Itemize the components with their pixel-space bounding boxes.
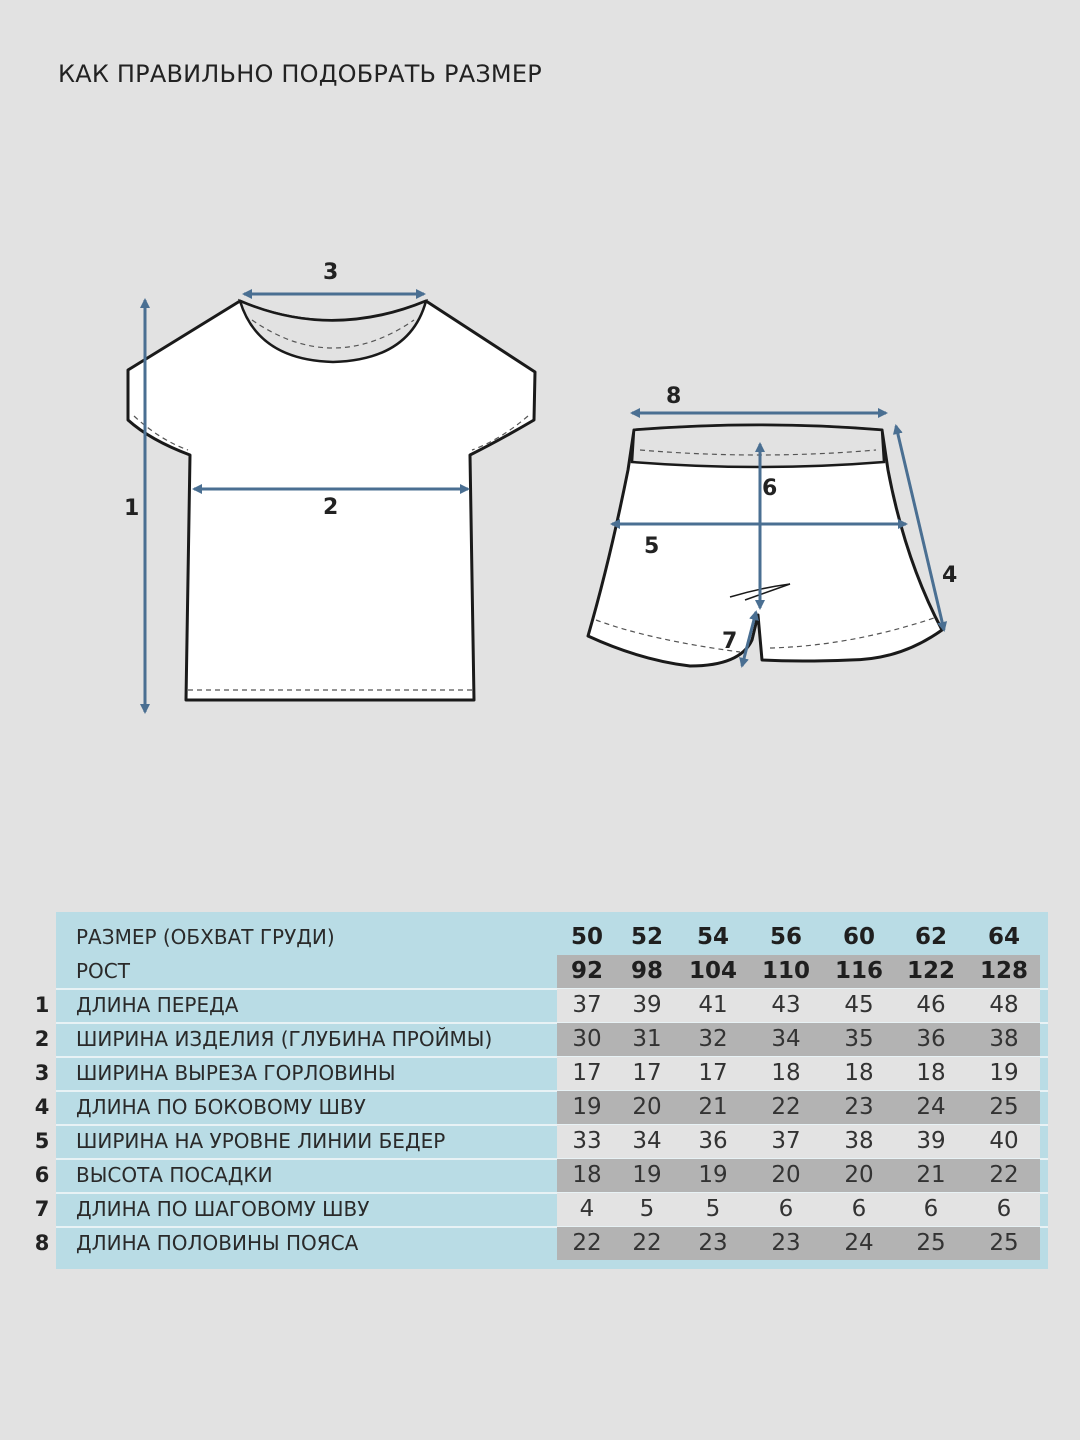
- row-number: 2: [34, 1027, 50, 1051]
- measure-value: 34: [771, 1026, 801, 1052]
- measure-value: 24: [916, 1094, 946, 1120]
- measure-label: ВЫСОТА ПОСАДКИ: [76, 1163, 273, 1187]
- size-value: 50: [570, 924, 603, 950]
- row-number: 7: [34, 1197, 50, 1221]
- measure-value: 6: [996, 1196, 1012, 1222]
- measure-value: 19: [572, 1094, 602, 1120]
- measure-value: 19: [989, 1060, 1019, 1086]
- measure-value: 5: [639, 1196, 655, 1222]
- measure-value: 45: [844, 992, 874, 1018]
- measure-value: 35: [844, 1026, 874, 1052]
- label-1: 1: [124, 496, 140, 521]
- measure-value: 43: [771, 992, 801, 1018]
- measure-value: 23: [844, 1094, 874, 1120]
- height-value: 116: [834, 958, 883, 984]
- size-value: 64: [987, 924, 1020, 950]
- measure-value: 22: [771, 1094, 801, 1120]
- measure-value: 32: [698, 1026, 728, 1052]
- size-value: 60: [842, 924, 875, 950]
- measure-value: 22: [632, 1230, 662, 1256]
- measure-value: 18: [771, 1060, 801, 1086]
- measure-value: 22: [572, 1230, 602, 1256]
- height-values: [557, 955, 1040, 988]
- measure-value: 21: [698, 1094, 728, 1120]
- label-7: 7: [722, 629, 738, 654]
- measure-value: 18: [844, 1060, 874, 1086]
- measure-values: [557, 989, 1040, 1022]
- measure-value: 17: [572, 1060, 602, 1086]
- measure-values: [557, 1023, 1040, 1056]
- measure-values: [557, 1125, 1040, 1158]
- size-value: 56: [769, 924, 802, 950]
- measure-value: 18: [916, 1060, 946, 1086]
- measure-value: 31: [632, 1026, 662, 1052]
- measure-value: 48: [989, 992, 1019, 1018]
- measure-value: 30: [572, 1026, 602, 1052]
- measure-value: 22: [989, 1162, 1019, 1188]
- measure-value: 46: [916, 992, 946, 1018]
- height-value: 92: [570, 958, 603, 984]
- measure-value: 5: [705, 1196, 721, 1222]
- measure-value: 38: [989, 1026, 1019, 1052]
- measure-value: 20: [771, 1162, 801, 1188]
- measure-label: ДЛИНА ПО БОКОВОМУ ШВУ: [76, 1095, 366, 1119]
- height-row: [56, 955, 1048, 988]
- measure-value: 24: [844, 1230, 874, 1256]
- measure-row-1: [56, 989, 1048, 1022]
- measure-value: 4: [579, 1196, 595, 1222]
- measure-value: 23: [771, 1230, 801, 1256]
- label-5: 5: [644, 534, 660, 559]
- size-values: [557, 921, 1040, 954]
- size-value: 52: [630, 924, 663, 950]
- row-number: 4: [34, 1095, 50, 1119]
- measure-value: 25: [916, 1230, 946, 1256]
- label-4: 4: [942, 563, 958, 588]
- measure-value: 34: [632, 1128, 662, 1154]
- measure-value: 36: [698, 1128, 728, 1154]
- measure-value: 18: [572, 1162, 602, 1188]
- height-label: РОСТ: [76, 959, 130, 983]
- measure-value: 23: [698, 1230, 728, 1256]
- measure-value: 19: [698, 1162, 728, 1188]
- size-header-row: [56, 921, 1048, 954]
- measure-value: 37: [771, 1128, 801, 1154]
- measure-values: [557, 1227, 1040, 1260]
- measure-values: [557, 1159, 1040, 1192]
- measure-value: 6: [778, 1196, 794, 1222]
- height-value: 98: [630, 958, 663, 984]
- measure-label: ШИРИНА ИЗДЕЛИЯ (ГЛУБИНА ПРОЙМЫ): [76, 1027, 493, 1051]
- measure-row-5: [56, 1125, 1048, 1158]
- measure-row-2: [56, 1023, 1048, 1056]
- measure-value: 38: [844, 1128, 874, 1154]
- measure-value: 25: [989, 1094, 1019, 1120]
- height-value: 110: [761, 958, 810, 984]
- row-number: 8: [34, 1231, 50, 1255]
- measure-value: 36: [916, 1026, 946, 1052]
- row-number: 3: [34, 1061, 50, 1085]
- shorts-drawing: [588, 425, 942, 666]
- measure-value: 20: [844, 1162, 874, 1188]
- page-title: КАК ПРАВИЛЬНО ПОДОБРАТЬ РАЗМЕР: [58, 60, 542, 88]
- measure-value: 40: [989, 1128, 1019, 1154]
- height-value: 122: [906, 958, 955, 984]
- measure-label: ДЛИНА ПЕРЕДА: [76, 993, 239, 1017]
- measure-values: [557, 1057, 1040, 1090]
- height-value: 104: [688, 958, 737, 984]
- measure-value: 17: [698, 1060, 728, 1086]
- row-number: 6: [34, 1163, 50, 1187]
- measure-value: 20: [632, 1094, 662, 1120]
- row-number: 1: [34, 993, 50, 1017]
- measure-row-7: [56, 1193, 1048, 1226]
- label-3: 3: [323, 260, 339, 285]
- measure-label: ШИРИНА ВЫРЕЗА ГОРЛОВИНЫ: [76, 1061, 396, 1085]
- measure-row-4: [56, 1091, 1048, 1124]
- measure-label: ДЛИНА ПОЛОВИНЫ ПОЯСА: [76, 1231, 359, 1255]
- measure-value: 19: [632, 1162, 662, 1188]
- measure-value: 39: [916, 1128, 946, 1154]
- measure-value: 33: [572, 1128, 602, 1154]
- measure-value: 25: [989, 1230, 1019, 1256]
- size-value: 54: [696, 924, 729, 950]
- size-value: 62: [914, 924, 947, 950]
- measure-values: [557, 1193, 1040, 1226]
- measure-row-6: [56, 1159, 1048, 1192]
- measure-label: ДЛИНА ПО ШАГОВОМУ ШВУ: [76, 1197, 370, 1221]
- label-2: 2: [323, 495, 339, 520]
- measure-values: [557, 1091, 1040, 1124]
- row-number: 5: [34, 1129, 50, 1153]
- measure-label: ШИРИНА НА УРОВНЕ ЛИНИИ БЕДЕР: [76, 1129, 446, 1153]
- label-8: 8: [666, 384, 682, 409]
- measure-value: 6: [851, 1196, 867, 1222]
- measure-value: 41: [698, 992, 728, 1018]
- measure-value: 17: [632, 1060, 662, 1086]
- measure-value: 6: [923, 1196, 939, 1222]
- measure-value: 37: [572, 992, 602, 1018]
- measure-value: 39: [632, 992, 662, 1018]
- measure-row-8: [56, 1227, 1048, 1260]
- label-6: 6: [762, 476, 778, 501]
- height-value: 128: [979, 958, 1028, 984]
- measure-value: 21: [916, 1162, 946, 1188]
- size-header-label: РАЗМЕР (ОБХВАТ ГРУДИ): [76, 925, 335, 949]
- measure-row-3: [56, 1057, 1048, 1090]
- size-table: [56, 912, 1048, 1269]
